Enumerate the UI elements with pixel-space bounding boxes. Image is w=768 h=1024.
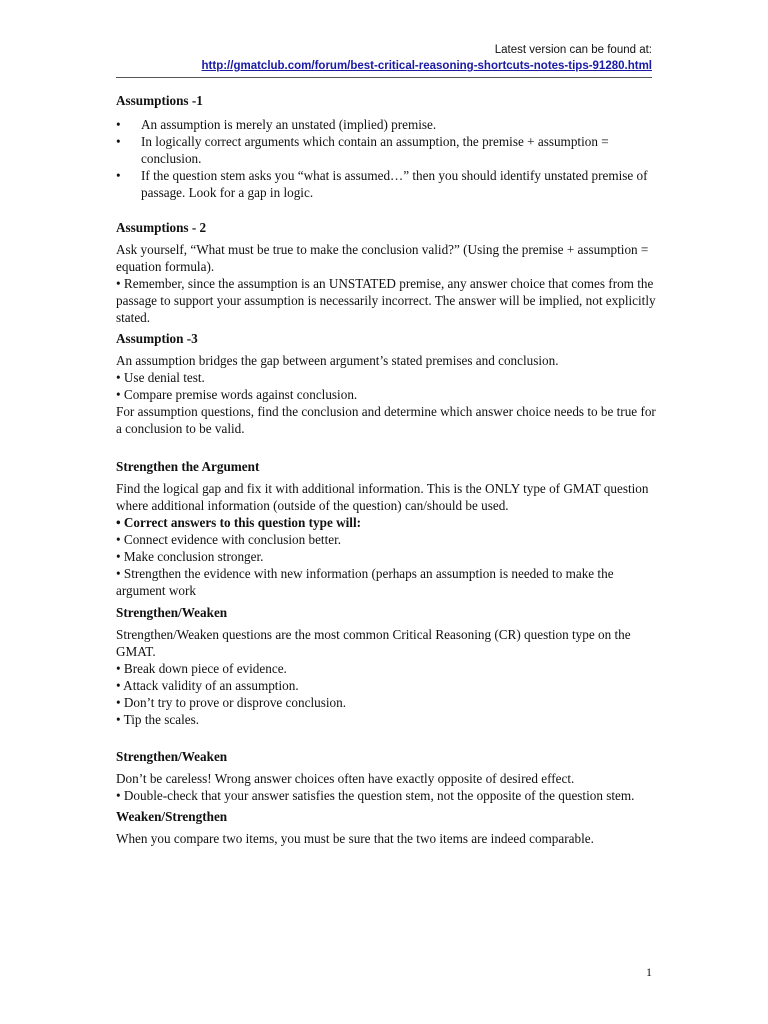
paragraph: • Don’t try to prove or disprove conclusion. [116,695,346,710]
bullet-icon: • [116,168,121,183]
paragraph: • Compare premise words against conclusion. [116,387,358,402]
section-title-weaken-strengthen: Weaken/Strengthen [116,809,228,824]
bullet-icon: • [116,134,121,149]
section-title-assumptions-2: Assumptions - 2 [116,220,207,235]
paragraph: • Attack validity of an assumption. [116,678,299,693]
paragraph: • Make conclusion stronger. [116,549,264,564]
paragraph: • Remember, since the assumption is an UNSTATED premise, any answer choice that comes from the passage to support your assumption is necessarily incorrect. The answer will be implied, not explicitly stated. [116,276,656,325]
paragraph: • Tip the scales. [116,712,200,727]
header-note: Latest version can be found at: [494,44,652,56]
paragraph: • Connect evidence with conclusion better. [116,532,342,547]
paragraph: When you compare two items, you must be sure that the two items are indeed comparable. [116,831,594,846]
list-item: • In logically correct arguments which contain an assumption, the premise + assumption = conclusion. [116,134,609,166]
list-item: • An assumption is merely an unstated (implied) premise. [116,117,437,132]
paragraph: Find the logical gap and fix it with additional information. This is the ONLY type of GMAT question where additional information (outside of the question) can/should be used. [116,481,649,513]
paragraph: Don’t be careless! Wrong answer choices often have exactly opposite of desired effect. [116,771,575,786]
paragraph: An assumption bridges the gap between argument’s stated premises and conclusion. [116,353,559,368]
paragraph-bold: • Correct answers to this question type will: [116,515,362,530]
paragraph: • Use denial test. [116,370,205,385]
bullet-icon: • [116,117,121,132]
paragraph: • Strengthen the evidence with new information (perhaps an assumption is needed to make the argument work [116,566,614,598]
document-body [116,92,656,847]
header-link[interactable]: http://gmatclub.com/forum/best-critical-reasoning-shortcuts-notes-tips-91280.html [201,60,652,72]
assumptions-1-list [116,116,656,201]
section-title-strengthen-weaken-1: Strengthen/Weaken [116,605,228,620]
header-divider [116,77,652,78]
section-title-strengthen-argument: Strengthen the Argument [116,459,260,474]
page-number: 1 [646,965,652,979]
section-title-assumptions-1: Assumptions -1 [116,93,203,108]
section-title-strengthen-weaken-2: Strengthen/Weaken [116,749,228,764]
paragraph: • Double-check that your answer satisfies the question stem, not the opposite of the question stem. [116,788,635,803]
section-title-assumption-3: Assumption -3 [116,331,198,346]
page-header [202,42,652,74]
paragraph: Ask yourself, “What must be true to make the conclusion valid?” (Using the premise + assumption = equation formula). [116,242,649,274]
paragraph: Strengthen/Weaken questions are the most common Critical Reasoning (CR) question type on the GMAT. [116,627,631,659]
paragraph: • Break down piece of evidence. [116,661,287,676]
list-item: • If the question stem asks you “what is assumed…” then you should identify unstated premise of passage. Look for a gap in logic. [116,168,648,200]
paragraph: For assumption questions, find the conclusion and determine which answer choice needs to be true for a conclusion to be valid. [116,404,656,436]
